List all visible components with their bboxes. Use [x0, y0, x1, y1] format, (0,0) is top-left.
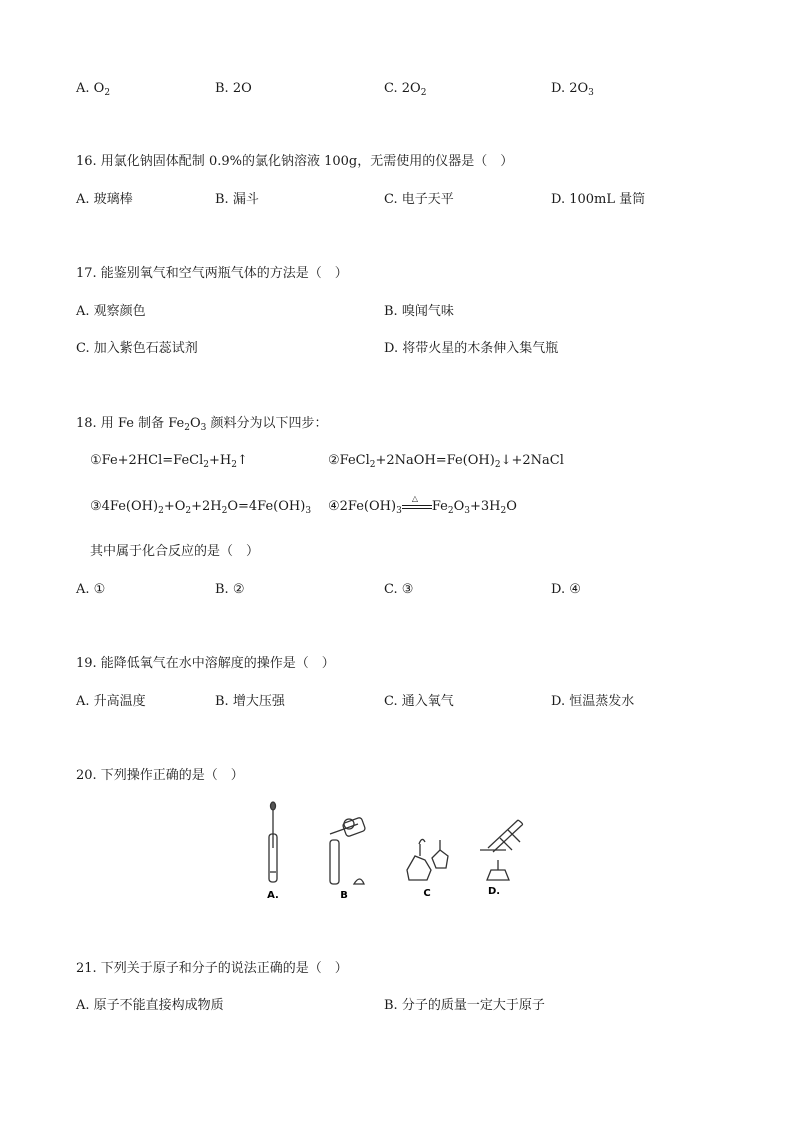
q18-equation-4: $④2Fe(OH)_3$ △ $Fe_2O_3+3H_2O$: [328, 493, 517, 516]
heat-condition-arrow: △: [402, 500, 432, 514]
q18-option-d[interactable]: D. ④: [551, 582, 581, 597]
figure-b-pouring-liquid[interactable]: [330, 817, 366, 884]
q15-option-d[interactable]: D. $2O_3$: [551, 81, 594, 98]
q17-option-a[interactable]: A. 观察颜色: [76, 304, 146, 319]
q21-stem: 21. 下列关于原子和分子的说法正确的是（ ）: [76, 961, 348, 976]
q17-option-b[interactable]: B. 嗅闻气味: [384, 304, 454, 319]
q15-option-a[interactable]: A. $O_2$: [76, 81, 111, 98]
q16-option-a[interactable]: A. 玻璃棒: [76, 192, 133, 207]
q18-option-b[interactable]: B. ②: [215, 582, 245, 597]
q18-stem: 18. 用 Fe 制备 $Fe_2O_3$ 颜料分为以下四步：: [76, 416, 328, 433]
q17-stem: 17. 能鉴别氧气和空气两瓶气体的方法是（ ）: [76, 266, 348, 281]
q18-option-a[interactable]: A. ①: [76, 582, 106, 597]
q16-option-d[interactable]: D. 100mL 量筒: [551, 192, 646, 207]
q20-lab-operations-figure: [262, 800, 532, 904]
figure-label-c: C: [423, 888, 431, 899]
q17-option-c[interactable]: C. 加入紫色石蕊试剂: [76, 341, 198, 356]
q15-option-b[interactable]: B. 2O: [215, 81, 252, 96]
q19-option-b[interactable]: B. 增大压强: [215, 694, 285, 709]
q18-question: 其中属于化合反应的是（ ）: [90, 544, 260, 559]
q21-option-b[interactable]: B. 分子的质量一定大于原子: [384, 998, 545, 1013]
q18-equation-3: $③4Fe(OH)_2+O_2+2H_2O=4Fe(OH)_3$: [90, 499, 312, 516]
q18-equation-2: $②FeCl_2+2NaOH=Fe(OH)_2↓+2NaCl$: [328, 453, 564, 470]
q19-option-a[interactable]: A. 升高温度: [76, 694, 146, 709]
q20-stem: 20. 下列操作正确的是（ ）: [76, 768, 244, 783]
q17-option-d[interactable]: D. 将带火星的木条伸入集气瓶: [384, 341, 559, 356]
q18-option-c[interactable]: C. ③: [384, 582, 414, 597]
lab-operations-svg: [262, 800, 532, 904]
q16-stem: 16. 用氯化钠固体配制 0.9%的氯化钠溶液 100g，无需使用的仪器是（ ）: [76, 154, 514, 169]
figure-label-a: A.: [267, 890, 279, 901]
q19-option-d[interactable]: D. 恒温蒸发水: [551, 694, 635, 709]
q19-option-c[interactable]: C. 通入氧气: [384, 694, 454, 709]
figure-c-alcohol-lamps[interactable]: [407, 839, 448, 880]
figure-label-d: D.: [487, 886, 501, 897]
q19-stem: 19. 能降低氧气在水中溶解度的操作是（ ）: [76, 656, 335, 671]
q21-option-a[interactable]: A. 原子不能直接构成物质: [76, 998, 224, 1013]
q16-option-c[interactable]: C. 电子天平: [384, 192, 454, 207]
figure-label-b: B: [340, 890, 348, 901]
q15-option-c[interactable]: C. $2O_2$: [384, 81, 427, 98]
q18-equation-1: $①Fe+2HCl=FeCl_2+H_2↑$: [90, 453, 248, 470]
q16-option-b[interactable]: B. 漏斗: [215, 192, 259, 207]
figure-d-heating-test-tube[interactable]: [480, 820, 523, 880]
figure-a-dropper-into-test-tube[interactable]: [269, 802, 277, 882]
